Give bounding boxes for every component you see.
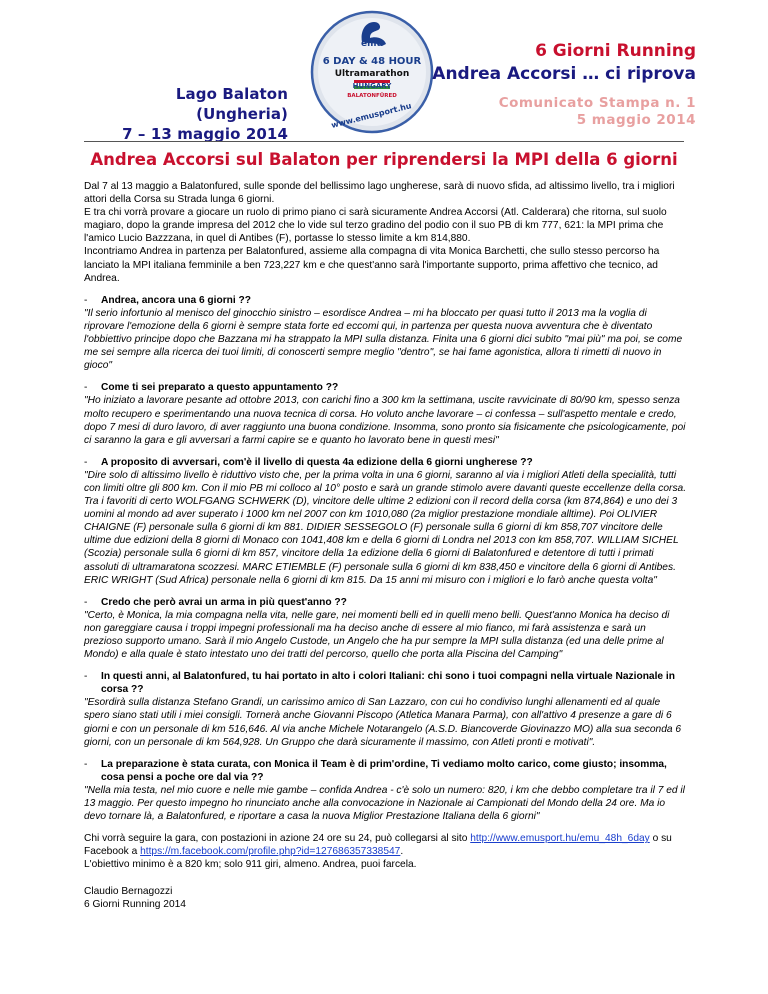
interview-answer: "Ho iniziato a lavorare pesante ad ottobre 2013, con carichi fino a 300 km la settimana, uscite ravvicinate di 80/90 km, spesso senza molto recupero e sperimentando una nuova tecnica di corsa. Ho voluto anche lavorare – ci confessa – sull'aspetto mentale e credo, dopo 7 mesi di duro lavoro, di aver raggiunto una buona condizione. Insomma, sono pronto sia fisicamente che psicologicamente, poi ci saranno la gara e gli avversari a farmi capire se e quanto ho lavorato bene in questi mesi" bbox=[84, 395, 686, 446]
question-text: La preparazione è stata curata, con Monica il Team è di prim'ordine, Ti vediamo molto carico, come giusto; insomma, cosa pensi a poche ore dal via ?? bbox=[101, 758, 667, 783]
logo-country-text: HUNGARY bbox=[352, 82, 392, 90]
follow-text: . bbox=[400, 846, 404, 858]
intro-paragraph: Dal 7 al 13 maggio a Balatonfured, sulle sponde del bellissimo lago ungherese, sarà di nuovo sfida, ad altissimo livello, tra i migliori attori della Corsa su Strada lunga 6 giorni. bbox=[84, 181, 675, 206]
qa-block bbox=[84, 456, 687, 587]
bullet-dash: - bbox=[84, 596, 88, 608]
interview-question bbox=[84, 381, 687, 394]
follow-paragraph bbox=[84, 832, 687, 858]
question-text: A proposito di avversari, com'è il livello di questa 4a edizione della 6 giorni ungherese ?? bbox=[101, 456, 533, 468]
question-text: Credo che però avrai un arma in più quest'anno ?? bbox=[101, 596, 347, 608]
logo-city-text: BALATONFÜRED bbox=[347, 93, 397, 99]
interview-answer: "Certo, è Monica, la mia compagna nella vita, nelle gare, nei momenti belli ed in quelli meno belli. Quest'anno Monica ha deciso di non gareggiare causa i troppi impegni professionali ma ha deciso anche di essere al mio fianco, mi farà assistenza e sarà un prezioso supporto umano. Sarà il mio Angelo Custode, un Angelo che ha pur sempre la MPI sulla distanza (ed una delle prime al Mondo) e alla quale è stato intestato uno dei tratti del percorso, quello che porta alla Piscina del Camping" bbox=[84, 609, 670, 661]
facebook-link[interactable]: https://m.facebook.com/profile.php?id=127686357338547 bbox=[140, 846, 401, 858]
site-link[interactable]: http://www.emusport.hu/emu_48h_6day bbox=[470, 833, 650, 845]
logo-emu-text: emu bbox=[361, 39, 383, 49]
release-subtitle: Andrea Accorsi … ci riprova bbox=[432, 64, 696, 84]
follow-text: o su Facebook a bbox=[84, 833, 672, 858]
interview-question bbox=[84, 596, 687, 609]
bullet-dash: - bbox=[84, 456, 88, 468]
signature-org: 6 Giorni Running 2014 bbox=[84, 898, 186, 910]
intro-paragraph: Incontriamo Andrea in partenza per Balatonfured, assieme alla compagna di vita Monica Barchetti, che sullo stesso percorso ha lanciato la MPI italiana femminile a ben 723,227 km e che quest'anno sarà l'importante supporto, prima affettivo che tecnico, ad Andrea. bbox=[84, 246, 660, 284]
signature-block bbox=[84, 885, 687, 911]
bullet-dash: - bbox=[84, 294, 88, 306]
event-dates: 7 – 13 maggio 2014 bbox=[122, 125, 288, 143]
emu-event-logo bbox=[310, 10, 434, 134]
interview-question bbox=[84, 294, 687, 307]
article-headline: Andrea Accorsi sul Balaton per riprendersi la MPI della 6 giorni bbox=[90, 150, 678, 169]
question-text: In questi anni, al Balatonfured, tu hai portato in alto i colori Italiani: chi sono i tuoi compagni nella virtuale Nazionale in corsa ?? bbox=[101, 671, 675, 696]
event-location: Lago Balaton (Ungheria) bbox=[175, 85, 288, 123]
logo-event-text: 6 DAY & 48 HOUR bbox=[322, 56, 422, 67]
interview-answer: "Il serio infortunio al menisco del ginocchio sinistro – esordisce Andrea – mi ha bloccato per quasi tutto il 2013 ma la voglia di riprovare l'emozione della 6 giorni è sempre stata forte ed eccomi qui, in partenza per questa nuova avventura che è diventato l'obbiettivo principe dopo che Bazzana mi ha strappato la MPI sulla distanza. Finita una 6 giorni dici subito "mai più" ma poi, se come me sei sempre alla ricerca dei tuoi limiti, di conoscerti sempre meglio "dentro", se hai fame agonistica, allora ti rimetti di nuovo in gioco" bbox=[84, 307, 683, 372]
release-date: 5 maggio 2014 bbox=[576, 112, 696, 128]
interview-question bbox=[84, 456, 687, 469]
release-title-block bbox=[432, 40, 696, 129]
interview-answer: "Esordirà sulla distanza Stefano Grandi, un carissimo amico di San Lazzaro, con cui ho condiviso lunghi allenamenti ed al quale spero siano stati utili i miei consigli. Tornerà anche Giovanni Piscopo (Atletica Manara Parma), con all'attivo 4 presenze a gare di 6 giorni e con un personale di km 516,646. Al via anche Michele Notarangelo (A.S.D. Biancoverde Giovinazzo MO) alla sua seconda 6 giorni, con un personale di km 564,928. Un Gruppo che darà sicuramente il massimo, con Atleti pronti e motivati". bbox=[84, 697, 682, 748]
intro-section bbox=[84, 180, 687, 285]
qa-block bbox=[84, 294, 687, 373]
bullet-dash: - bbox=[84, 382, 88, 394]
interview-answer: "Dire solo di altissimo livello è riduttivo visto che, per la prima volta in una 6 giorni, saranno al via i migliori Atleti della specialità, tutti con limiti oltre gli 800 km. Con il mio PB mi colloco al 10° posto e sarà un grande stimolo avere davanti queste eccellenze della corsa. Tra i favoriti di certo WOLFGANG SCHWERK (D), vincitore delle ultime 2 edizioni con il record della corsa (km 874,864) e uno dei 3 uomini al mondo ad aver superato i 1000 km nel 2007 con km 1010,080 (2a miglior prestazione mondiale alltime). Poi OLIVIER CHAIGNE (F) personale sulla 6 giorni di km 881. DIDIER SESSEGOLO (F) personale sulla 6 giorni di km 858,707 vincitore delle ultime due edizioni della 8 giorni di Monaco con 1041,408 km e della 6 giorni di Londra nel 2013 con km 858,707. WILLIAM SICHEL (Scozia) personale sulla 6 giorni di km 857, vincitore della 1a edizione della 6 giorni di Balatonfured e detentore di tutti i primati assoluti di ultramaratona scozzesi. MARC ETIEMBLE (F) personale sulla 6 giorni di km 838,450 e vincitore della 6 giorni di Antibes. ERIC WRIGHT (Sud Africa) personale nella 6 giorni di km 815. Da 15 anni mi misuro con i migliori e lo farò anche questa volta" bbox=[84, 469, 687, 586]
event-location-block bbox=[92, 84, 288, 144]
interview-question bbox=[84, 758, 687, 784]
logo-url-text: www.emusport.hu bbox=[330, 101, 413, 130]
release-series-title: 6 Giorni Running bbox=[535, 41, 696, 61]
qa-block bbox=[84, 758, 687, 823]
article-body bbox=[84, 180, 687, 911]
signature-name: Claudio Bernagozzi bbox=[84, 885, 173, 897]
closing-section bbox=[84, 832, 687, 871]
qa-block bbox=[84, 381, 687, 446]
bullet-dash: - bbox=[84, 671, 88, 683]
release-number: Comunicato Stampa n. 1 bbox=[498, 95, 696, 111]
qa-block bbox=[84, 596, 687, 661]
interview-answer: "Nella mia testa, nel mio cuore e nelle mie gambe – confida Andrea - c'è solo un numero: 820, i km che debbo completare tra il 7 ed il 13 maggio. Per questo impegno ho rinunciato anche alla convocazione in Nazionale ai Campionati del Mondo della 24 ore. Ma io devo tornare là, a Balatonfured, e riportare a casa la nuova Miglior Prestazione Italiana della 6 giorni" bbox=[84, 784, 685, 823]
follow-text: Chi vorrà seguire la gara, con postazioni in azione 24 ore su 24, può collegarsi al sito bbox=[84, 833, 471, 845]
header-divider bbox=[84, 141, 684, 142]
qa-block bbox=[84, 670, 687, 749]
interview-question bbox=[84, 670, 687, 696]
question-text: Andrea, ancora una 6 giorni ?? bbox=[101, 294, 252, 306]
logo-sub-text: Ultramarathon bbox=[334, 69, 410, 79]
question-text: Come ti sei preparato a questo appuntamento ?? bbox=[101, 382, 339, 394]
goal-paragraph: L'obiettivo minimo è a 820 km; solo 911 giri, almeno. Andrea, puoi farcela. bbox=[84, 859, 417, 871]
bullet-dash: - bbox=[84, 758, 88, 770]
intro-paragraph: E tra chi vorrà provare a giocare un ruolo di primo piano ci sarà sicuramente Andrea Accorsi (Atl. Calderara) che ritorna, sul suolo magiaro, dopo la grande impresa del 2012 che lo vide sul terzo gradino del podio con il suo PB di km 777, 621: la MPI prima che l'amico Lucio Bazzzana, in quel di Antibes (F), portasse lo stesso limite a km 814,880. bbox=[84, 207, 667, 245]
